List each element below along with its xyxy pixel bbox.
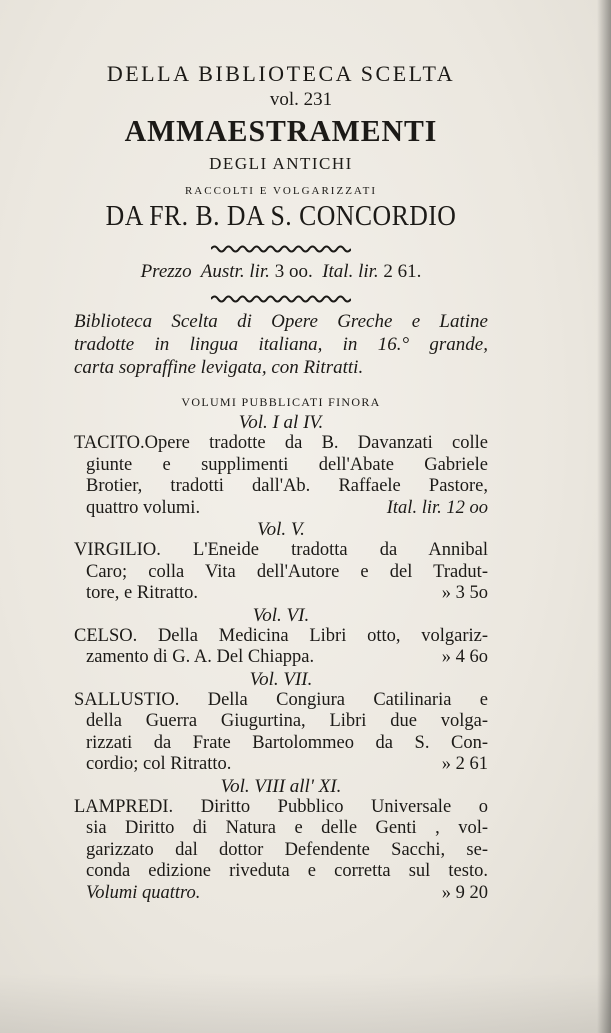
catalog-entry (74, 433, 488, 519)
price-austr-label: Austr. lir. (200, 261, 270, 282)
entry-line: sia Diritto di Natura e delle Genti , vol- (86, 818, 488, 838)
entry-price-text: Volumi quattro. (86, 882, 201, 903)
entry-price-line (74, 883, 488, 905)
price-ital-value: 2 61. (383, 261, 422, 282)
entry-price-text: quattro volumi. (86, 497, 201, 518)
volume-label: Vol. I al IV. (238, 412, 324, 433)
advertisement-text (74, 60, 488, 904)
entry-price-text: tore, e Ritratto. (86, 583, 198, 603)
collected-line: RACCOLTI E VOLGARIZZATI (184, 185, 378, 197)
main-title: AMMAESTRAMENTI (124, 113, 438, 148)
entry-price-line (74, 647, 488, 669)
entry-line: Caro; colla Vita dell'Autore e del Tradut- (86, 561, 488, 582)
entry-price-value: » 2 61 (441, 754, 488, 774)
price-label: Prezzo (140, 261, 192, 282)
catalog-entry (74, 540, 488, 605)
entry-price-text: cordio; col Ritratto. (86, 754, 232, 774)
entry-line: garizzato dal dottor Defendente Sacchi, se- (86, 839, 488, 860)
description-line: carta sopraffine levigata, con Ritratti. (74, 357, 364, 378)
entry-line: giunte e supplimenti dell'Abate Gabriele (86, 454, 488, 475)
entry-price-value: » 3 5o (441, 583, 488, 603)
section-heading: VOLUMI PUBBLICATI FINORA (181, 395, 381, 409)
entry-line: Brotier, tradotti dall'Ab. Raffaele Pastore, (86, 476, 488, 496)
description-line: tradotte in lingua italiana, in 16.° grande, (74, 334, 488, 355)
entry-price-value: » 9 20 (441, 882, 488, 903)
volume-label: Vol. VIII all' XI. (220, 775, 342, 797)
entry-line: conda edizione riveduta e corretta sul testo. (86, 861, 488, 881)
entry-line: VIRGILIO. L'Eneide tradotta da Annibal (74, 540, 488, 560)
volume-label: Vol. V. (257, 519, 305, 540)
volume-label: Vol. VI. (252, 604, 310, 626)
collection-description (74, 310, 488, 379)
catalog-entry (74, 797, 488, 905)
series-title: DELLA BIBLIOTECA SCELTA (106, 61, 456, 86)
catalog-entry (74, 626, 488, 669)
editor-line: DA FR. B. DA S. CONCORDIO (105, 201, 457, 232)
price-line (74, 260, 488, 284)
volume-label: Vol. VII. (249, 668, 313, 690)
price-ital-label: Ital. lir. (322, 261, 379, 282)
page-bottom-shade (0, 973, 611, 1033)
entry-line: LAMPREDI. Diritto Pubblico Universale o (74, 796, 488, 817)
entry-line: della Guerra Giugurtina, Libri due volga- (86, 711, 488, 731)
entry-price-line (74, 498, 488, 520)
catalog-entry (74, 690, 488, 776)
entry-price-text: zamento di G. A. Del Chiappa. (86, 647, 315, 667)
volume-number: vol. 231 (269, 89, 333, 110)
entry-price-value: » 4 6o (441, 647, 488, 667)
entry-price-line (74, 754, 488, 776)
entry-line: CELSO. Della Medicina Libri otto, volgariz- (74, 625, 488, 646)
subtitle: DEGLI ANTICHI (209, 154, 353, 173)
price-austr-value: 3 oo. (274, 261, 313, 282)
page-edge-shadow (597, 0, 611, 1033)
wavy-rule-ornament (211, 244, 351, 254)
entry-price-line (74, 583, 488, 605)
entry-line: TACITO.Opere tradotte da B. Davanzati colle (74, 433, 488, 453)
description-line: Biblioteca Scelta di Opere Greche e Latine (74, 311, 488, 332)
entry-price-value: Ital. lir. 12 oo (386, 497, 488, 518)
entry-line: rizzati da Frate Bartolommeo da S. Con- (86, 732, 488, 753)
wavy-rule-ornament-2 (211, 294, 351, 304)
entry-line: SALLUSTIO. Della Congiura Catilinaria e (74, 689, 488, 710)
